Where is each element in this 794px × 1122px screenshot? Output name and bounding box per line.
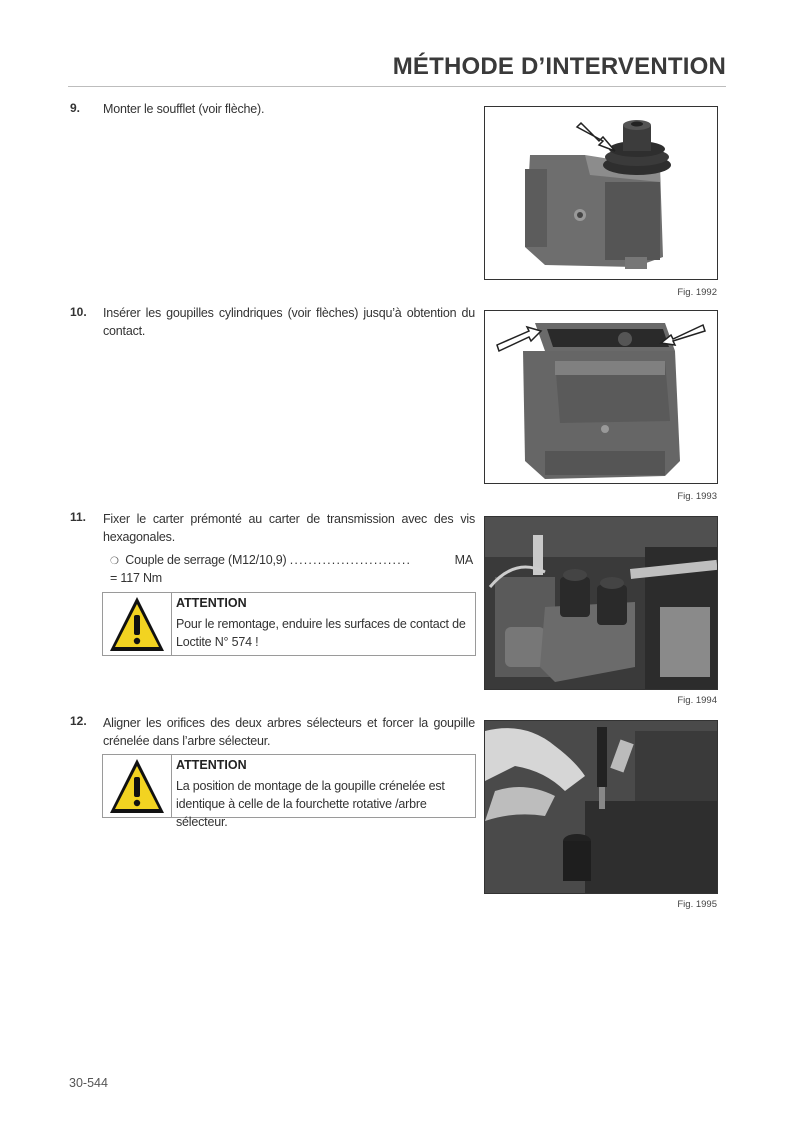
header-divider [68,86,726,87]
figure-1995-image [484,720,718,894]
figure-caption: Fig. 1994 [677,695,717,706]
step-number: 9. [70,101,81,115]
bullet-icon: ❍ [110,556,119,567]
step-number: 12. [70,714,87,728]
spec-label: Couple de serrage (M12/10,9) [125,553,287,567]
page-number: 30-544 [69,1076,108,1090]
spec-dots: .......................... [289,553,412,567]
step-text: Fixer le carter prémonté au carter de transmission avec des vis hexagonales. [103,512,475,544]
step-text: Monter le soufflet (voir flèche). [103,102,265,116]
page-title: MÉTHODE D’INTERVENTION [392,53,726,80]
warning-text: La position de montage de la goupille crénelée est identique à celle de la fourchette rotative /arbre sélecteur. [176,779,445,829]
spec-value: = 117 Nm [110,571,163,585]
figure-caption: Fig. 1995 [677,899,717,910]
figure-caption: Fig. 1992 [677,287,717,298]
figure-1994-image [484,516,718,690]
step-text: Aligner les orifices des deux arbres sélecteurs et forcer la goupille crénelée dans l’arbre sélecteur. [103,716,475,748]
warning-title: ATTENTION [176,596,247,610]
warning-box [102,754,476,829]
torque-spec [110,551,475,587]
step-number: 10. [70,305,87,319]
figure-1993-image [484,310,718,484]
warning-triangle-icon [109,757,165,815]
warning-text: Pour le remontage, enduire les surfaces de contact de Loctite N° 574 ! [176,617,466,649]
spec-symbol: MA [454,553,473,567]
step-number: 11. [70,510,87,524]
figure-1992-image [484,106,718,280]
warning-triangle-icon [109,595,165,653]
step-text: Insérer les goupilles cylindriques (voir flèches) jusqu’à obtention du contact. [103,306,475,338]
figure-caption: Fig. 1993 [677,491,717,502]
warning-title: ATTENTION [176,758,247,772]
warning-box [102,592,476,656]
